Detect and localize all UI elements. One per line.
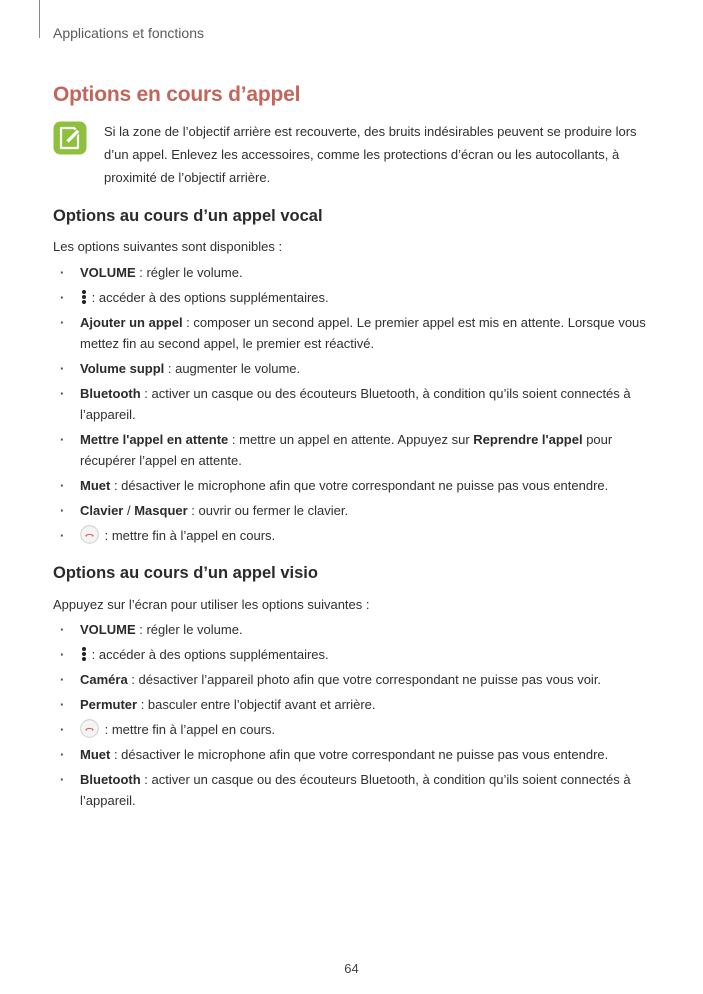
option-description: / [123, 503, 135, 518]
header-divider [39, 0, 40, 38]
option-description: : accéder à des options supplémentaires. [88, 290, 329, 305]
more-options-icon [80, 289, 88, 305]
end-call-icon [80, 719, 99, 738]
more-options-icon [80, 646, 88, 662]
option-name: Muet [80, 747, 111, 762]
video-call-options-list [53, 619, 653, 815]
note-text: Si la zone de l’objectif arrière est recouverte, des bruits indésirables peuvent se produire lors d’un appel. Enlevez les accessoires, comme les protections d’écran ou les autocollants, à proximité de l’objectif arrière. [104, 124, 637, 185]
list-item [53, 358, 653, 379]
option-description: : désactiver le microphone afin que votre correspondant ne puisse pas vous entendre. [110, 478, 609, 493]
list-item [53, 262, 653, 283]
option-description: : régler le volume. [135, 265, 243, 280]
option-description: : activer un casque ou des écouteurs Bluetooth, à condition qu’ils soient connectés à l’appareil. [80, 386, 631, 422]
option-name: Volume suppl [80, 361, 165, 376]
option-name: Masquer [134, 503, 188, 518]
list-item [53, 525, 653, 546]
option-description: pour récupérer l’appel en attente. [80, 432, 613, 468]
option-description: : mettre fin à l’appel en cours. [101, 722, 276, 737]
voice-call-intro: Les options suivantes sont disponibles : [53, 239, 283, 254]
option-description: : désactiver le microphone afin que votre correspondant ne puisse pas vous entendre. [110, 747, 609, 762]
option-description: : ouvrir ou fermer le clavier. [187, 503, 349, 518]
list-item [53, 694, 653, 715]
list-item [53, 719, 653, 740]
list-item [53, 312, 653, 354]
list-item [53, 769, 653, 811]
list-item [53, 744, 653, 765]
option-name: Reprendre l'appel [473, 432, 583, 447]
option-name: VOLUME [80, 265, 136, 280]
option-description: : mettre un appel en attente. Appuyez sur [228, 432, 474, 447]
option-name: Permuter [80, 697, 138, 712]
option-description: : augmenter le volume. [164, 361, 301, 376]
list-item [53, 287, 653, 308]
option-name: Caméra [80, 672, 128, 687]
list-item [53, 619, 653, 640]
end-call-icon [80, 525, 99, 544]
list-item [53, 669, 653, 690]
list-item [53, 644, 653, 665]
option-name: Bluetooth [80, 772, 141, 787]
voice-call-options-list [53, 262, 653, 550]
page-title: Options en cours d’appel [53, 83, 301, 106]
option-description: : mettre fin à l’appel en cours. [101, 528, 276, 543]
option-description: : activer un casque ou des écouteurs Bluetooth, à condition qu’ils soient connectés à l’appareil. [80, 772, 631, 808]
option-name: Clavier [80, 503, 124, 518]
option-name: Muet [80, 478, 111, 493]
video-call-intro: Appuyez sur l’écran pour utiliser les options suivantes : [53, 597, 370, 612]
video-call-options-title: Options au cours d’un appel visio [53, 564, 318, 582]
page-number: 64 [344, 961, 359, 976]
option-name: Mettre l'appel en attente [80, 432, 229, 447]
option-description: : désactiver l’appareil photo afin que votre correspondant ne puisse pas vous voir. [127, 672, 602, 687]
option-name: VOLUME [80, 622, 136, 637]
list-item [53, 429, 653, 471]
note-pencil-icon [53, 121, 87, 155]
list-item [53, 475, 653, 496]
option-description: : basculer entre l’objectif avant et arrière. [137, 697, 376, 712]
option-description: : régler le volume. [135, 622, 243, 637]
option-name: Bluetooth [80, 386, 141, 401]
list-item [53, 383, 653, 425]
chapter-header: Applications et fonctions [53, 25, 204, 41]
voice-call-options-title: Options au cours d’un appel vocal [53, 207, 323, 225]
option-name: Ajouter un appel [80, 315, 183, 330]
option-description: : accéder à des options supplémentaires. [88, 647, 329, 662]
option-description: : composer un second appel. Le premier appel est mis en attente. Lorsque vous mettez fin au second appel, le premier est réactivé. [80, 315, 646, 351]
list-item [53, 500, 653, 521]
